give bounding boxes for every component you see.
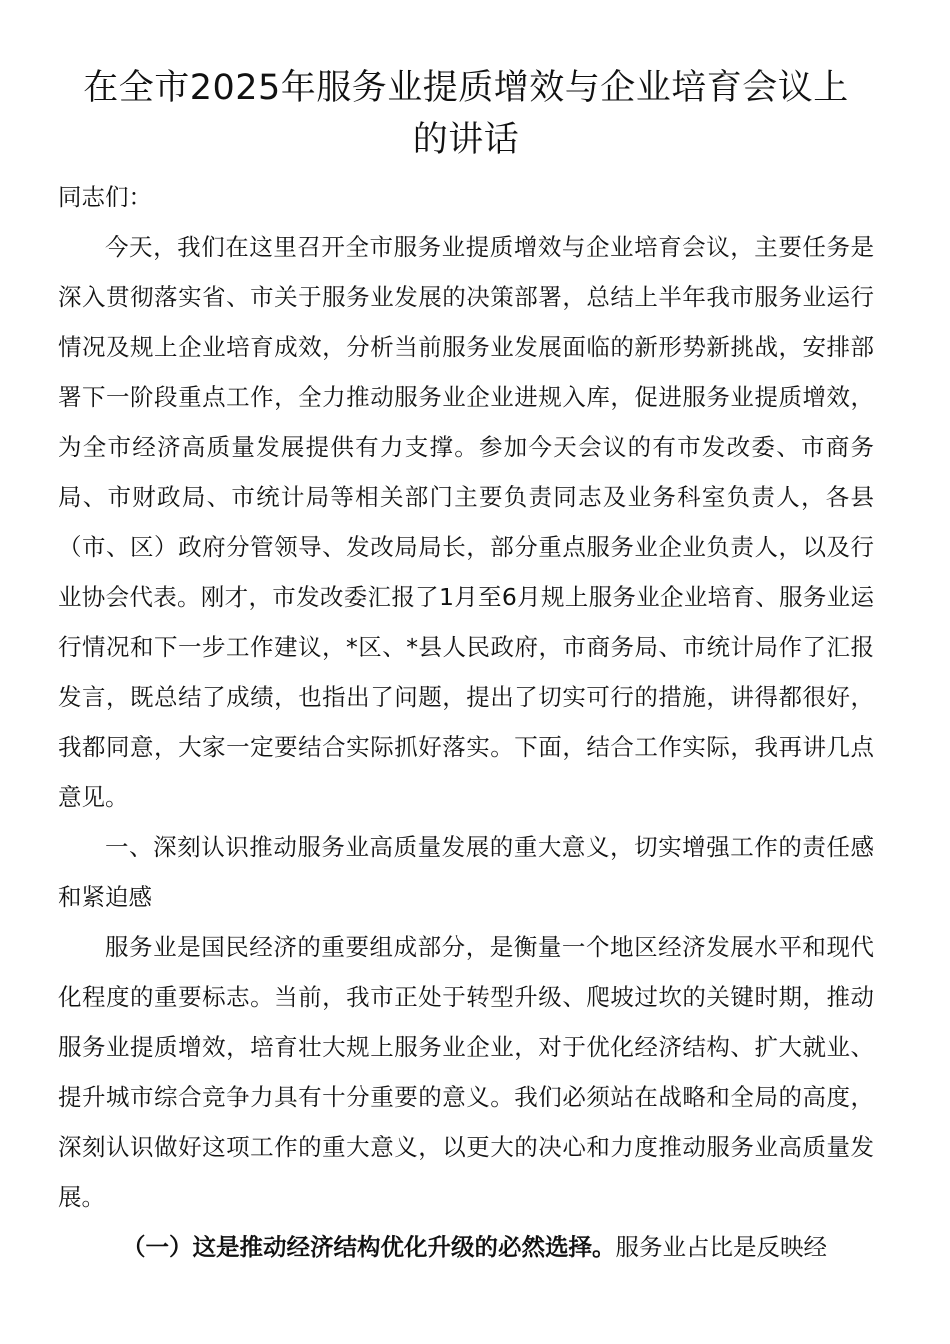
document-title: 在全市2025年服务业提质增效与企业培育会议上的讲话 <box>83 68 849 160</box>
salutation: 同志们： <box>58 183 152 211</box>
subsection-1-title: （一）这是推动经济结构优化升级的必然选择。 <box>122 1233 616 1261</box>
subsection-1-text: 服务业占比是反映经 <box>615 1233 827 1261</box>
subsection-1 <box>58 1222 874 1272</box>
intro-paragraph: 今天，我们在这里召开全市服务业提质增效与企业培育会议，主要任务是深入贯彻落实省、市关于服务业发展的决策部署，总结上半年我市服务业运行情况及规上企业培育成效，分析当前服务业发展面临的新形势新挑战，安排部署下一阶段重点工作，全力推动服务业企业进规入库，促进服务业提质增效，为全市经济高质量发展提供有力支撑。参加今天会议的有市发改委、市商务局、市财政局、市统计局等相关部门主要负责同志及业务科室负责人，各县（市、区）政府分管领导、发改局局长，部分重点服务业企业负责人，以及行业协会代表。刚才，市发改委汇报了1月至6月规上服务业企业培育、服务业运行情况和下一步工作建议，*区、*县人民政府，市商务局、市统计局作了汇报发言，既总结了成绩，也指出了问题，提出了切实可行的措施，讲得都很好，我都同意，大家一定要结合实际抓好落实。下面，结合工作实际，我再讲几点意见。 <box>58 233 874 811</box>
section-1-paragraph: 服务业是国民经济的重要组成部分，是衡量一个地区经济发展水平和现代化程度的重要标志。当前，我市正处于转型升级、爬坡过坎的关键时期，推动服务业提质增效，培育壮大规上服务业企业，对于优化经济结构、扩大就业、提升城市综合竞争力具有十分重要的意义。我们必须站在战略和全局的高度，深刻认识做好这项工作的重大意义，以更大的决心和力度推动服务业高质量发展。 <box>58 933 874 1211</box>
section-heading-1: 一、深刻认识推动服务业高质量发展的重大意义，切实增强工作的责任感和紧迫感 <box>58 833 874 911</box>
